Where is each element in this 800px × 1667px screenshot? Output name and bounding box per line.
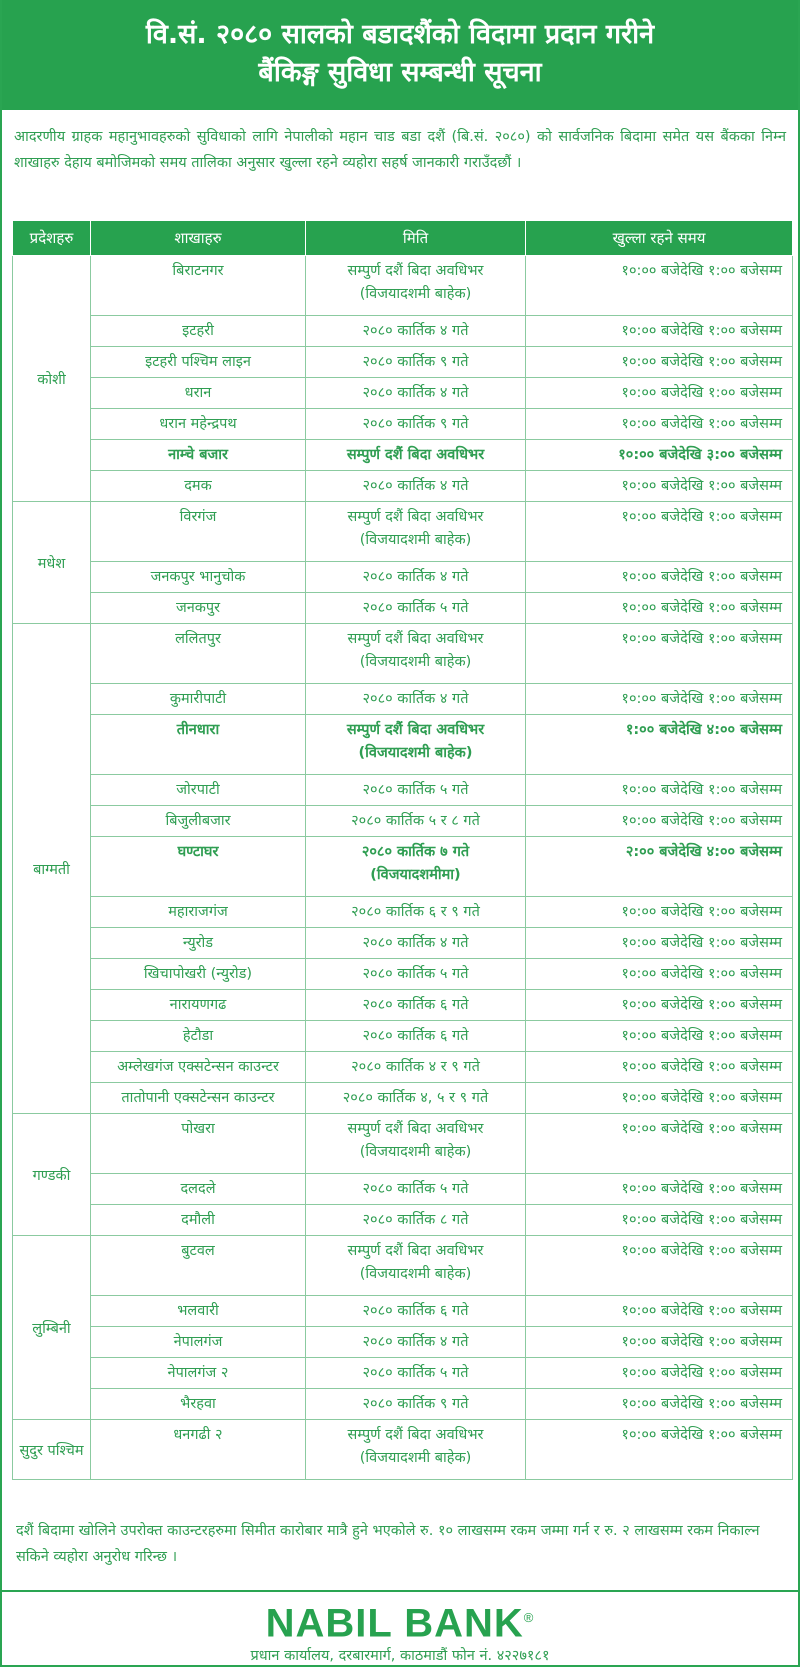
date-cell: [306, 1236, 526, 1296]
date-text: २०८० कार्तिक ४ गते: [362, 323, 469, 339]
branch-cell: धरान महेन्द्रपथ: [91, 409, 306, 440]
schedule-table: [12, 220, 793, 1480]
branch-cell: हेटौडा: [91, 1021, 306, 1052]
table-row: [13, 1236, 793, 1296]
open-time-cell: १०:०० बजेदेखि १:०० बजेसम्म: [526, 959, 793, 990]
footer-divider: [2, 1590, 798, 1592]
table-row: [13, 928, 793, 959]
date-text: २०८० कार्तिक ७ गते: [361, 844, 470, 860]
date-cell: [306, 378, 526, 409]
branch-cell: तातोपानी एक्सटेन्सन काउन्टर: [91, 1083, 306, 1114]
date-cell: [306, 1389, 526, 1420]
date-cell: [306, 409, 526, 440]
branch-cell: दलदले: [91, 1174, 306, 1205]
branch-cell: धरान: [91, 378, 306, 409]
table-row: [13, 837, 793, 897]
table-row: [13, 347, 793, 378]
date-text: सम्पुर्ण दशैं बिदा अवधिभर: [347, 1427, 484, 1443]
table-row: [13, 502, 793, 562]
branch-cell: भैरहवा: [91, 1389, 306, 1420]
date-text: २०८० कार्तिक ९ गते: [362, 416, 469, 432]
open-time-cell: १०:०० बजेदेखि १:०० बजेसम्म: [526, 409, 793, 440]
open-time-cell: २:०० बजेदेखि ४:०० बजेसम्म: [526, 837, 793, 897]
table-body: [13, 256, 793, 1480]
table-row: [13, 715, 793, 775]
table-row: [13, 1358, 793, 1389]
date-cell: [306, 593, 526, 624]
branch-cell: नारायणगढ: [91, 990, 306, 1021]
date-text: सम्पुर्ण दशैं बिदा अवधिभर: [347, 263, 484, 279]
branch-cell: बुटवल: [91, 1236, 306, 1296]
table-row: [13, 1174, 793, 1205]
header-province: प्रदेशहरु: [13, 221, 91, 256]
date-note: (विजयादशमी बाहेक): [358, 745, 473, 761]
bank-logo: [2, 1595, 798, 1666]
date-text: २०८० कार्तिक ४ र ९ गते: [351, 1059, 480, 1075]
table-row: [13, 1327, 793, 1358]
open-time-cell: १०:०० बजेदेखि १:०० बजेसम्म: [526, 897, 793, 928]
date-cell: [306, 1205, 526, 1236]
date-cell: [306, 837, 526, 897]
date-cell: [306, 715, 526, 775]
branch-cell: जोरपाटी: [91, 775, 306, 806]
table-row: [13, 684, 793, 715]
open-time-cell: १:०० बजेदेखि ४:०० बजेसम्म: [526, 715, 793, 775]
date-text: २०८० कार्तिक ६ गते: [362, 1303, 469, 1319]
date-cell: [306, 316, 526, 347]
date-cell: [306, 1420, 526, 1480]
date-text: २०८० कार्तिक ४ गते: [362, 691, 469, 707]
open-time-cell: १०:०० बजेदेखि १:०० बजेसम्म: [526, 928, 793, 959]
table-row: [13, 897, 793, 928]
date-note: (विजयादशमी बाहेक): [359, 654, 472, 670]
branch-cell: घण्टाघर: [91, 837, 306, 897]
province-cell: गण्डकी: [13, 1114, 91, 1236]
head-office-address: प्रधान कार्यालय, दरबारमार्ग, काठमाडौं फोन नं. ४२२७१८१: [250, 1648, 550, 1665]
open-time-cell: १०:०० बजेदेखि १:०० बजेसम्म: [526, 990, 793, 1021]
date-text: २०८० कार्तिक ५ गते: [362, 600, 469, 616]
date-text: २०८० कार्तिक ९ गते: [362, 354, 469, 370]
header-branch: शाखाहरु: [91, 221, 306, 256]
date-text: २०८० कार्तिक ४ गते: [362, 935, 469, 951]
open-time-cell: १०:०० बजेदेखि १:०० बजेसम्म: [526, 471, 793, 502]
date-cell: [306, 440, 526, 471]
open-time-cell: १०:०० बजेदेखि १:०० बजेसम्म: [526, 347, 793, 378]
branch-cell: तीनधारा: [91, 715, 306, 775]
date-cell: [306, 1174, 526, 1205]
branch-cell: विरगंज: [91, 502, 306, 562]
branch-cell: नेपालगंज २: [91, 1358, 306, 1389]
title-line-2: बैंकिङ्ग सुविधा सम्बन्धी सूचना: [258, 57, 542, 88]
date-note: (विजयादशमीमा): [370, 867, 461, 883]
date-text: सम्पुर्ण दशैं बिदा अवधिभर: [347, 631, 484, 647]
branch-cell: पोखरा: [91, 1114, 306, 1174]
open-time-cell: १०:०० बजेदेखि १:०० बजेसम्म: [526, 1052, 793, 1083]
date-cell: [306, 775, 526, 806]
open-time-cell: १०:०० बजेदेखि १:०० बजेसम्म: [526, 1021, 793, 1052]
date-cell: [306, 806, 526, 837]
date-cell: [306, 1114, 526, 1174]
date-cell: [306, 1021, 526, 1052]
date-cell: [306, 624, 526, 684]
intro-paragraph: आदरणीय ग्राहक महानुभावहरुको सुविधाको लागि नेपालीको महान चाड बडा दशैं (बि.सं. २०८०) को सार्वजनिक बिदामा समेत यस बैंकका निम्न शाखाहरु देहाय बमोजिमको समय तालिका अनुसार खुल्ला रहने व्यहोरा सहर्ष जानकारी गराउँदछौं ।: [14, 129, 786, 171]
province-cell: सुदुर पश्चिम: [13, 1420, 91, 1480]
branch-cell: खिचापोखरी (न्युरोड): [91, 959, 306, 990]
table-row: [13, 562, 793, 593]
branch-cell: बिजुलीबजार: [91, 806, 306, 837]
table-row: [13, 409, 793, 440]
open-time-cell: १०:०० बजेदेखि १:०० बजेसम्म: [526, 624, 793, 684]
table-row: [13, 316, 793, 347]
date-text: सम्पुर्ण दशैं बिदा अवधिभर: [346, 722, 485, 738]
date-note: (विजयादशमी बाहेक): [359, 1450, 472, 1466]
date-cell: [306, 1296, 526, 1327]
date-text: २०८० कार्तिक ६ र ९ गते: [351, 904, 480, 920]
date-text: सम्पुर्ण दशैं बिदा अवधिभर: [347, 509, 484, 525]
registered-mark: ®: [523, 1610, 535, 1625]
open-time-cell: १०:०० बजेदेखि १:०० बजेसम्म: [526, 256, 793, 316]
date-text: २०८० कार्तिक ५ गते: [362, 966, 469, 982]
table-row: [13, 990, 793, 1021]
open-time-cell: १०:०० बजेदेखि १:०० बजेसम्म: [526, 1083, 793, 1114]
open-time-cell: १०:०० बजेदेखि १:०० बजेसम्म: [526, 1236, 793, 1296]
table-row: [13, 1021, 793, 1052]
date-cell: [306, 256, 526, 316]
table-row: [13, 471, 793, 502]
date-cell: [306, 1327, 526, 1358]
date-text: २०८० कार्तिक ९ गते: [362, 1396, 469, 1412]
date-text: २०८० कार्तिक ५ गते: [362, 1365, 469, 1381]
table-row: [13, 1205, 793, 1236]
branch-cell: महाराजगंज: [91, 897, 306, 928]
branch-cell: न्युरोड: [91, 928, 306, 959]
province-cell: मधेश: [13, 502, 91, 624]
open-time-cell: १०:०० बजेदेखि १:०० बजेसम्म: [526, 1174, 793, 1205]
branch-cell: धनगढी २: [91, 1420, 306, 1480]
province-cell: बाग्मती: [13, 624, 91, 1114]
table-row: [13, 1389, 793, 1420]
branch-cell: कुमारीपाटी: [91, 684, 306, 715]
branch-cell: दमक: [91, 471, 306, 502]
date-text: २०८० कार्तिक ५ गते: [362, 1181, 469, 1197]
table-row: [13, 593, 793, 624]
open-time-cell: १०:०० बजेदेखि १:०० बजेसम्म: [526, 1114, 793, 1174]
table-row: [13, 1420, 793, 1480]
date-note: (विजयादशमी बाहेक): [359, 1144, 472, 1160]
brand-wordmark: [2, 1595, 798, 1646]
branch-cell: दमौली: [91, 1205, 306, 1236]
open-time-cell: १०:०० बजेदेखि १:०० बजेसम्म: [526, 1420, 793, 1480]
open-time-cell: १०:०० बजेदेखि १:०० बजेसम्म: [526, 593, 793, 624]
date-text: २०८० कार्तिक ६ गते: [362, 997, 469, 1013]
date-text: २०८० कार्तिक ५ गते: [362, 782, 469, 798]
open-time-cell: १०:०० बजेदेखि १:०० बजेसम्म: [526, 562, 793, 593]
date-text: २०८० कार्तिक ४ गते: [362, 569, 469, 585]
branch-cell: इटहरी: [91, 316, 306, 347]
date-text: सम्पुर्ण दशैं बिदा अवधिभर: [347, 1121, 484, 1137]
open-time-cell: १०:०० बजेदेखि १:०० बजेसम्म: [526, 1389, 793, 1420]
open-time-cell: १०:०० बजेदेखि १:०० बजेसम्म: [526, 1205, 793, 1236]
open-time-cell: १०:०० बजेदेखि १:०० बजेसम्म: [526, 316, 793, 347]
date-cell: [306, 471, 526, 502]
branch-cell: बिराटनगर: [91, 256, 306, 316]
date-cell: [306, 562, 526, 593]
province-cell: कोशी: [13, 256, 91, 502]
table-row: [13, 1114, 793, 1174]
title-banner: [2, 0, 798, 110]
branch-cell: इटहरी पश्चिम लाइन: [91, 347, 306, 378]
branch-cell: नेपालगंज: [91, 1327, 306, 1358]
date-cell: [306, 502, 526, 562]
date-cell: [306, 897, 526, 928]
province-cell: लुम्बिनी: [13, 1236, 91, 1420]
table-row: [13, 256, 793, 316]
table-row: [13, 1296, 793, 1327]
table-row: [13, 959, 793, 990]
open-time-cell: १०:०० बजेदेखि १:०० बजेसम्म: [526, 378, 793, 409]
header-date: मिति: [306, 221, 526, 256]
table-row: [13, 440, 793, 471]
date-text: २०८० कार्तिक ४ गते: [362, 385, 469, 401]
open-time-cell: १०:०० बजेदेखि १:०० बजेसम्म: [526, 1358, 793, 1389]
date-text: २०८० कार्तिक ६ गते: [362, 1028, 469, 1044]
date-text: सम्पुर्ण दशैं बिदा अवधिभर: [346, 447, 485, 463]
date-text: २०८० कार्तिक ४ गते: [362, 478, 469, 494]
date-text: २०८० कार्तिक ५ र ८ गते: [351, 813, 480, 829]
date-cell: [306, 959, 526, 990]
branch-cell: ललितपुर: [91, 624, 306, 684]
date-note: (विजयादशमी बाहेक): [359, 1266, 472, 1282]
date-cell: [306, 1358, 526, 1389]
table-row: [13, 775, 793, 806]
table-row: [13, 806, 793, 837]
open-time-cell: १०:०० बजेदेखि १:०० बजेसम्म: [526, 775, 793, 806]
footnote: दशैं बिदामा खोलिने उपरोक्त काउन्टरहरुमा सिमीत कारोबार मात्रै हुने भएकोले रु. १० लाखसम्म रकम जम्मा गर्न र रु. २ लाखसम्म रकम निकाल्न सकिने व्यहोरा अनुरोध गरिन्छ ।: [16, 1523, 760, 1565]
branch-cell: नाम्चे बजार: [91, 440, 306, 471]
brand-name: NABIL BANK: [265, 1601, 524, 1646]
date-cell: [306, 990, 526, 1021]
date-text: २०८० कार्तिक ४, ५ र ९ गते: [342, 1090, 489, 1106]
branch-cell: भलवारी: [91, 1296, 306, 1327]
header-open-time: खुल्ला रहने समय: [526, 221, 793, 256]
date-cell: [306, 928, 526, 959]
date-text: २०८० कार्तिक ४ गते: [362, 1334, 469, 1350]
date-cell: [306, 347, 526, 378]
branch-cell: जनकपुर: [91, 593, 306, 624]
open-time-cell: १०:०० बजेदेखि १:०० बजेसम्म: [526, 1327, 793, 1358]
open-time-cell: १०:०० बजेदेखि १:०० बजेसम्म: [526, 502, 793, 562]
date-cell: [306, 1083, 526, 1114]
table-row: [13, 624, 793, 684]
branch-cell: अम्लेखगंज एक्सटेन्सन काउन्टर: [91, 1052, 306, 1083]
open-time-cell: १०:०० बजेदेखि ३:०० बजेसम्म: [526, 440, 793, 471]
date-cell: [306, 684, 526, 715]
date-text: सम्पुर्ण दशैं बिदा अवधिभर: [347, 1243, 484, 1259]
table-header-row: [13, 221, 793, 256]
table-row: [13, 1083, 793, 1114]
branch-cell: जनकपुर भानुचोक: [91, 562, 306, 593]
table-row: [13, 378, 793, 409]
table-row: [13, 1052, 793, 1083]
date-text: २०८० कार्तिक ८ गते: [362, 1212, 469, 1228]
date-note: (विजयादशमी बाहेक): [359, 532, 472, 548]
date-note: (विजयादशमी बाहेक): [359, 286, 472, 302]
open-time-cell: १०:०० बजेदेखि १:०० बजेसम्म: [526, 806, 793, 837]
date-cell: [306, 1052, 526, 1083]
open-time-cell: १०:०० बजेदेखि १:०० बजेसम्म: [526, 684, 793, 715]
open-time-cell: १०:०० बजेदेखि १:०० बजेसम्म: [526, 1296, 793, 1327]
title-line-1: वि.सं. २०८० सालको बडादशैंको विदामा प्रदान गरीने: [145, 19, 655, 50]
